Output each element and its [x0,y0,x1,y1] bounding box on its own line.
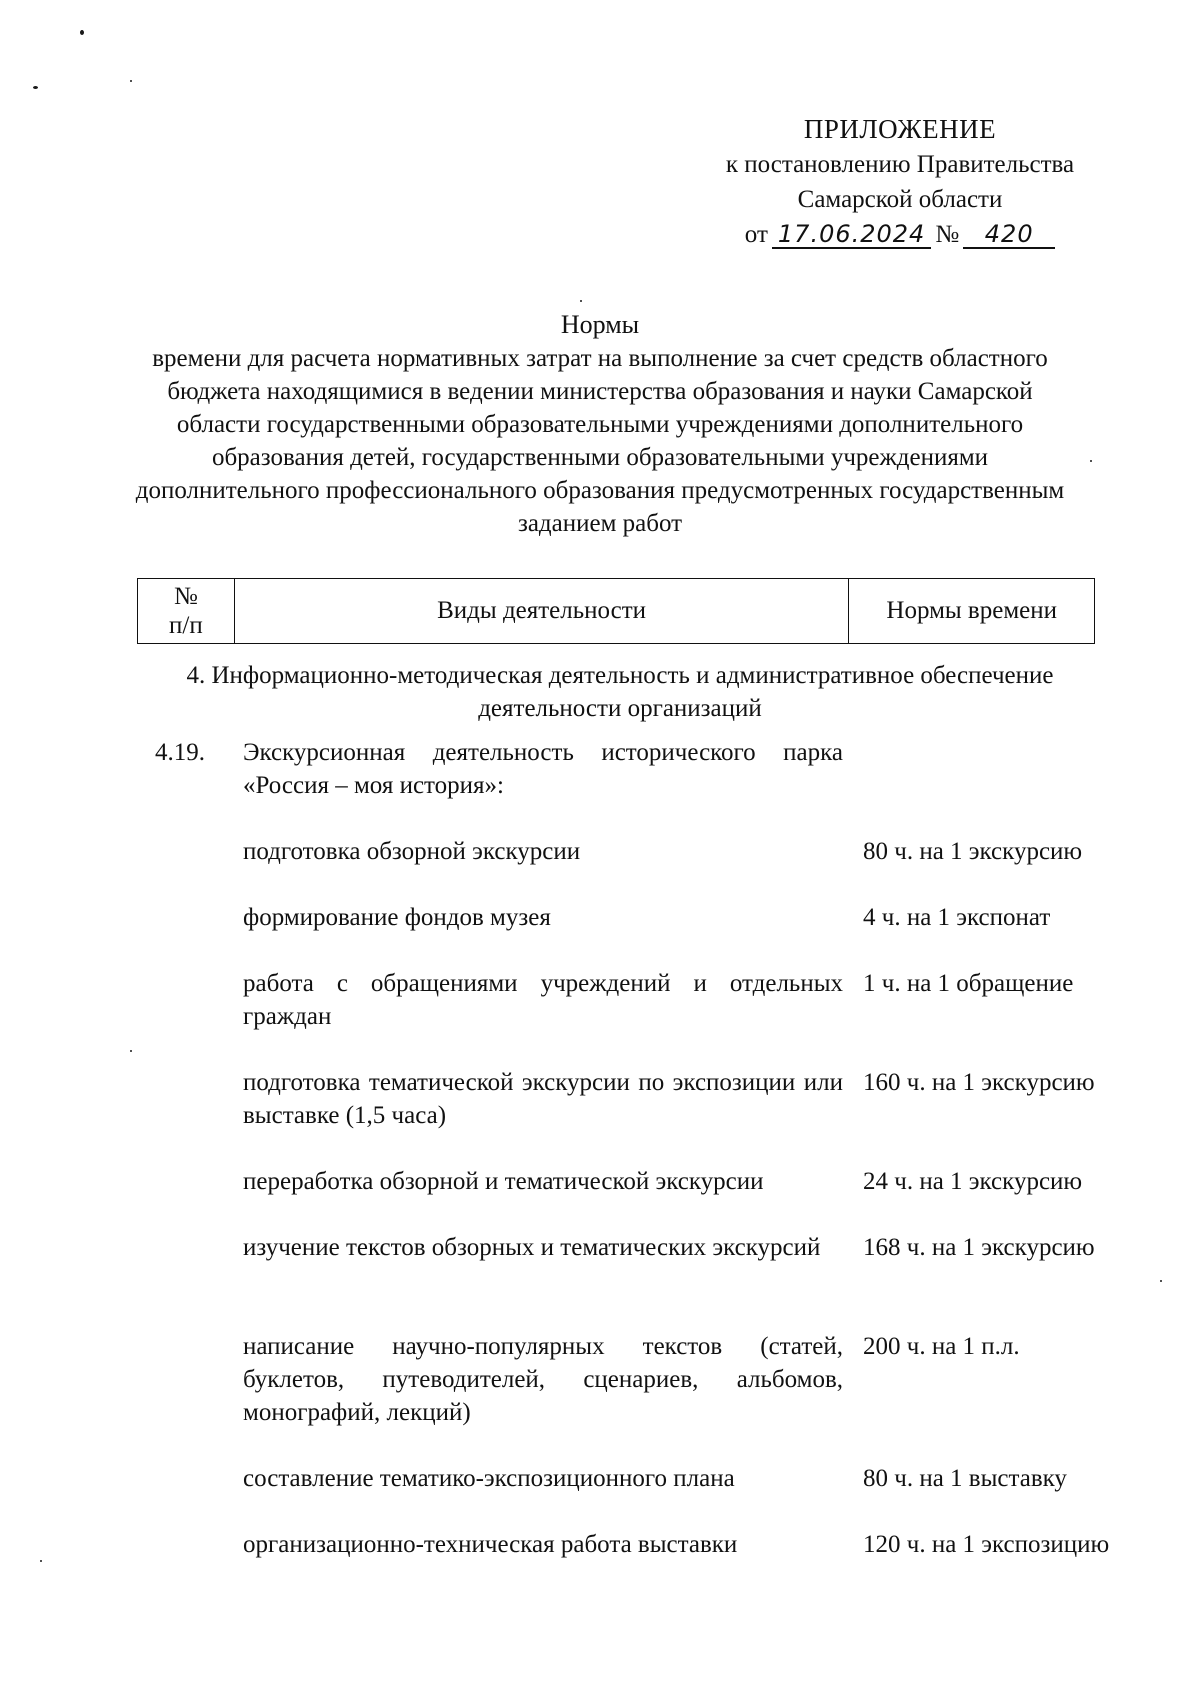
activity-text: написание научно-популярных текстов (статей, буклетов, путеводителей, сценариев, альбомов, монографий, лекций) [243,1333,843,1426]
item-title: Экскурсионная деятельность исторического парка «Россия – моя история»: [243,739,843,799]
table-header-row [138,579,1095,644]
scan-speck [130,80,132,82]
appendix-title: ПРИЛОЖЕНИЕ [803,114,997,144]
activity-text: составление тематико-экспозиционного плана [243,1465,735,1492]
norms-title: Нормы [560,310,640,339]
header-number-sign: № [173,583,198,610]
header-cell-norm: Нормы времени [849,579,1095,644]
appendix-block [680,112,1120,252]
scan-speck [130,1050,132,1052]
scan-speck [1090,460,1092,462]
header-cell-activity: Виды деятельности [234,579,849,644]
appendix-date-number-line [680,217,1120,252]
activity-text: переработка обзорной и тематической экскурсии [243,1168,764,1195]
date-prefix: от [744,221,768,248]
activity-text: формирование фондов музея [243,904,551,931]
activity-text: изучение текстов обзорных и тематических экскурсий [243,1234,821,1261]
appendix-line-resolution: к постановлению Правительства [725,151,1075,178]
handwritten-number: 420 [963,221,1055,249]
activity-text: подготовка обзорной экскурсии [243,838,581,865]
appendix-line-region: Самарской области [797,186,1003,213]
number-prefix: № [935,221,960,248]
activity-text: подготовка тематической экскурсии по экспозиции или выставке (1,5 часа) [243,1069,843,1129]
activity-text: организационно-техническая работа выставки [243,1531,738,1558]
activity-text: работа с обращениями учреждений и отдельных граждан [243,970,843,1030]
scan-speck [80,30,84,35]
scan-speck [580,300,582,302]
norm-text: 120 ч. на 1 экспозицию [863,1531,1110,1558]
table-header [137,578,1095,644]
header-number-pp: п/п [169,612,203,639]
norm-text: 24 ч. на 1 экскурсию [863,1168,1083,1195]
norm-text: 160 ч. на 1 экскурсию [863,1069,1095,1096]
norm-text: 168 ч. на 1 экскурсию [863,1234,1095,1261]
scan-speck [33,86,38,89]
norm-text: 80 ч. на 1 экскурсию [863,838,1083,865]
scan-speck [1160,1280,1162,1282]
scan-speck [40,1560,42,1562]
header-cell-number [138,579,235,644]
item-number: 4.19. [155,739,205,766]
norm-text: 4 ч. на 1 экспонат [863,904,1051,931]
handwritten-date: 17.06.2024 [772,221,931,249]
norm-text: 200 ч. на 1 п.л. [863,1333,1020,1360]
norm-text: 1 ч. на 1 обращение [863,970,1074,997]
norms-description: времени для расчета нормативных затрат на выполнение за счет средств областного бюджета находящимися в ведении министерства образования и науки Самарской области государственными образовательными учреждениями дополнительного образования детей, государственными образовательными учреждениями дополнительного профессионального образования предусмотренных государственным заданием работ [135,345,1065,537]
section-title: 4. Информационно-методическая деятельность и административное обеспечение деятельности организаций [186,662,1054,722]
norm-text: 80 ч. на 1 выставку [863,1465,1067,1492]
